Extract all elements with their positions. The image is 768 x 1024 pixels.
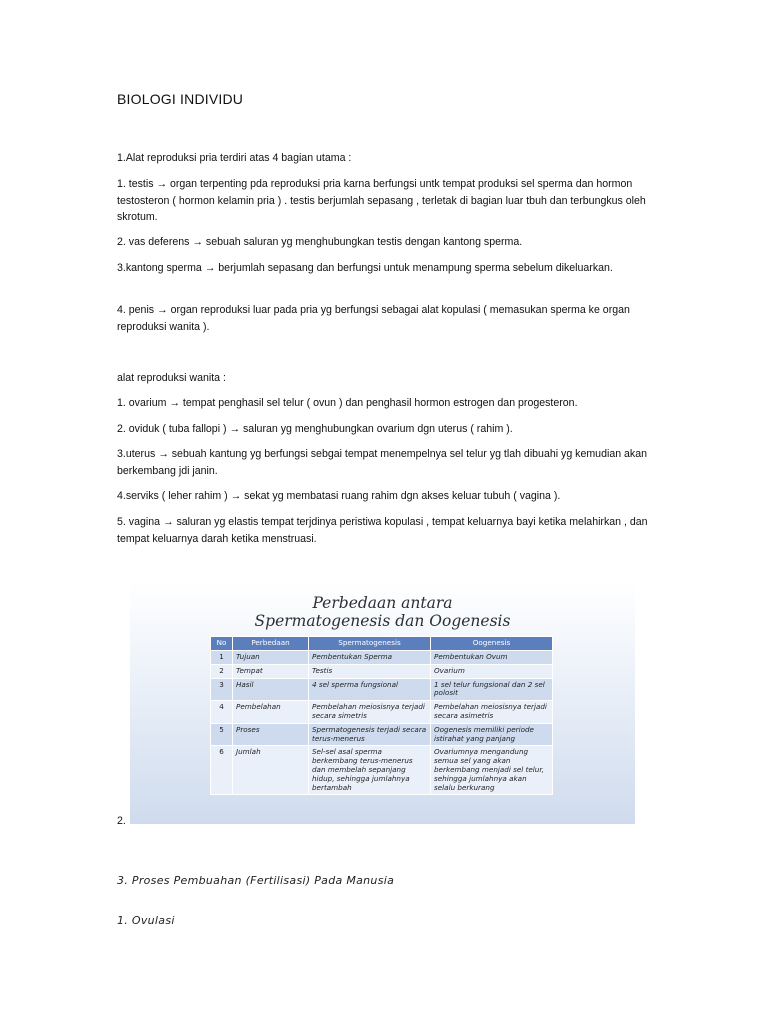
row-oogenesis: Oogenesis memiliki periode istirahat yang panjang bbox=[431, 723, 553, 746]
row-oogenesis: Ovarium bbox=[431, 664, 553, 678]
row-aspect: Proses bbox=[233, 723, 309, 746]
paragraph-vas-deferens: 2. vas deferens → sebuah saluran yg menghubungkan testis dengan kantong sperma. bbox=[117, 236, 523, 248]
figure-number: 2. bbox=[117, 815, 126, 827]
comparison-figure bbox=[130, 582, 635, 824]
row-spermatogenesis: Sel-sel asal sperma berkembang terus-menerus dan membelah sepanjang hidup, sehingga jumlahnya bertambah bbox=[309, 746, 431, 795]
header-no: No bbox=[211, 637, 233, 651]
paragraph-uterus: 3.uterus → sebuah kantung yg berfungsi sebgai tempat menempelnya sel telur yg tlah dibuahi yg kemudian akan berkembang jdi janin. bbox=[117, 448, 648, 477]
row-spermatogenesis: Pembelahan meiosisnya terjadi secara simetris bbox=[309, 701, 431, 724]
row-number: 5 bbox=[211, 723, 233, 746]
section-heading-fertilisasi: 3. Proses Pembuahan (Fertilisasi) Pada Manusia bbox=[117, 874, 395, 887]
paragraph-vagina: 5. vagina → saluran yg elastis tempat terjdinya peristiwa kopulasi , tempat keluarnya bayi ketika melahirkan , dan tempat keluarnya darah ketika menstruasi. bbox=[117, 516, 648, 545]
row-number: 1 bbox=[211, 651, 233, 665]
row-number: 3 bbox=[211, 678, 233, 701]
subsection-heading-ovulasi: 1. Ovulasi bbox=[117, 914, 175, 927]
header-oogenesis: Oogenesis bbox=[431, 637, 553, 651]
row-aspect: Tujuan bbox=[233, 651, 309, 665]
row-aspect: Jumlah bbox=[233, 746, 309, 795]
paragraph-ovarium: 1. ovarium → tempat penghasil sel telur ( ovun ) dan penghasil hormon estrogen dan progesteron. bbox=[117, 397, 578, 409]
paragraph-male-intro: 1.Alat reproduksi pria terdiri atas 4 bagian utama : bbox=[117, 152, 352, 164]
row-number: 4 bbox=[211, 701, 233, 724]
paragraph-female-intro: alat reproduksi wanita : bbox=[117, 372, 226, 384]
paragraph-serviks: 4.serviks ( leher rahim ) → sekat yg membatasi ruang rahim dgn akses keluar tubuh ( vagina ). bbox=[117, 490, 561, 502]
table-row bbox=[211, 701, 553, 724]
row-number: 6 bbox=[211, 746, 233, 795]
table-row bbox=[211, 664, 553, 678]
row-aspect: Pembelahan bbox=[233, 701, 309, 724]
row-oogenesis: Pembelahan meiosisnya terjadi secara asimetris bbox=[431, 701, 553, 724]
header-spermatogenesis: Spermatogenesis bbox=[309, 637, 431, 651]
row-oogenesis: Pembentukan Ovum bbox=[431, 651, 553, 665]
row-oogenesis: 1 sel telur fungsional dan 2 sel polosit bbox=[431, 678, 553, 701]
table-header-row bbox=[211, 637, 553, 651]
paragraph-testis: 1. testis → organ terpenting pda reproduksi pria karna berfungsi untk tempat produksi sel sperma dan hormon testosteron ( hormon kelamin pria ) . testis berjumlah sepasang , terletak di bagian luar tbuh dan terbungkus oleh skrotum. bbox=[117, 178, 646, 223]
table-row bbox=[211, 678, 553, 701]
figure-title-line2: Spermatogenesis dan Oogenesis bbox=[254, 612, 511, 630]
document-title: BIOLOGI INDIVIDU bbox=[117, 91, 244, 107]
row-oogenesis: Ovariumnya mengandung semua sel yang akan berkembang menjadi sel telur, sehingga jumlahnya akan selalu berkurang bbox=[431, 746, 553, 795]
row-spermatogenesis: 4 sel sperma fungsional bbox=[309, 678, 431, 701]
table-row bbox=[211, 651, 553, 665]
figure-title-line1: Perbedaan antara bbox=[312, 594, 453, 612]
row-aspect: Tempat bbox=[233, 664, 309, 678]
comparison-table bbox=[210, 636, 553, 795]
paragraph-oviduk: 2. oviduk ( tuba fallopi ) → saluran yg menghubungkan ovarium dgn uterus ( rahim ). bbox=[117, 423, 513, 435]
row-spermatogenesis: Spermatogenesis terjadi secara terus-menerus bbox=[309, 723, 431, 746]
row-spermatogenesis: Pembentukan Sperma bbox=[309, 651, 431, 665]
table-row bbox=[211, 746, 553, 795]
paragraph-kantong-sperma: 3.kantong sperma → berjumlah sepasang dan berfungsi untuk menampung sperma sebelum dikeluarkan. bbox=[117, 262, 613, 274]
header-perbedaan: Perbedaan bbox=[233, 637, 309, 651]
table-row bbox=[211, 723, 553, 746]
row-number: 2 bbox=[211, 664, 233, 678]
paragraph-penis: 4. penis → organ reproduksi luar pada pria yg berfungsi sebagai alat kopulasi ( memasukan sperma ke organ reproduksi wanita ). bbox=[117, 304, 630, 333]
row-spermatogenesis: Testis bbox=[309, 664, 431, 678]
row-aspect: Hasil bbox=[233, 678, 309, 701]
